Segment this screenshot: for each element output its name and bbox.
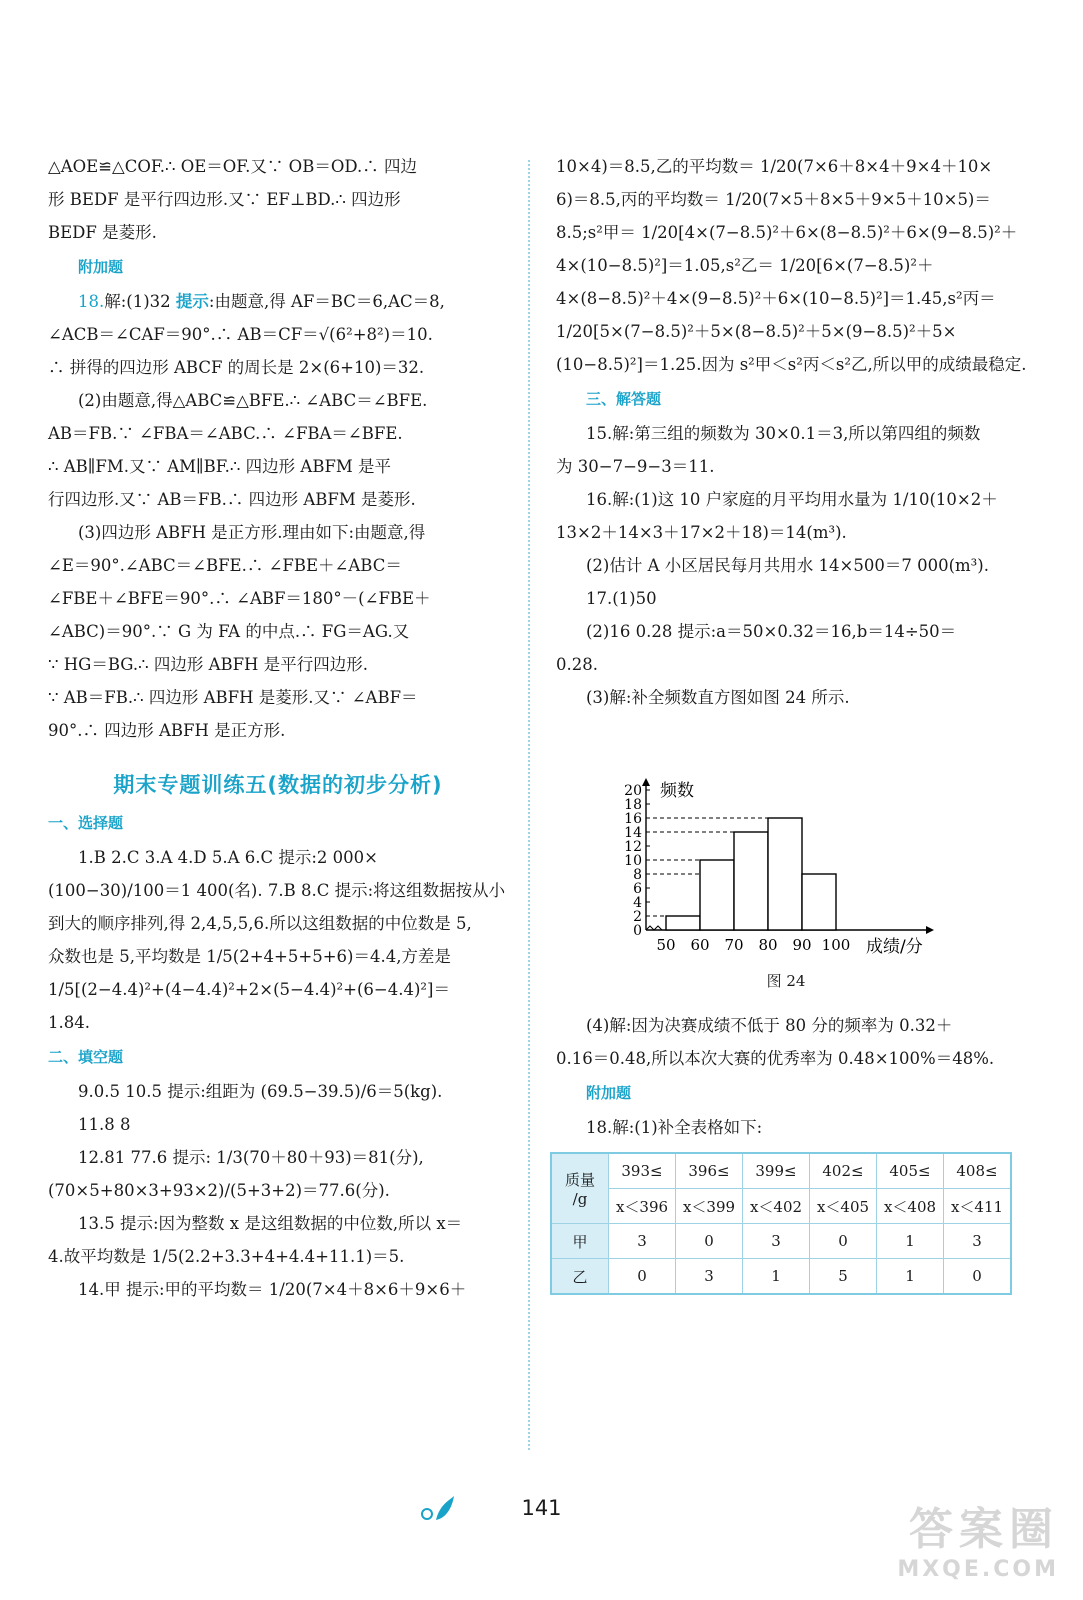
histogram-bar: [802, 874, 836, 930]
text-line: 4.故平均数是 1/5(2.2+3.3+4+4.4+11.1)＝5.: [48, 1247, 405, 1266]
text-line: ∠ACB＝∠CAF＝90°.∴ AB＝CF＝√(6²+8²)＝10.: [48, 325, 433, 344]
left-column: [48, 150, 508, 1306]
text-line: 形 BEDF 是平行四边形.又∵ EF⊥BD.∴ 四边形: [48, 190, 401, 209]
table-cell: x＜408: [877, 1189, 944, 1224]
x-axis-label: 成绩/分: [866, 937, 923, 957]
y-tick-label: 10: [624, 853, 642, 869]
histogram-figure: [556, 714, 1016, 974]
table-cell: 0: [810, 1224, 877, 1259]
text-line: 13.5 提示:因为整数 x 是这组数据的中位数,所以 x＝: [78, 1214, 463, 1233]
right-column: [556, 150, 1027, 1295]
x-axis-arrow: [926, 926, 934, 934]
table-header-label: 质量: [564, 1171, 595, 1189]
table-cell: x＜399: [676, 1189, 743, 1224]
y-axis-arrow: [642, 778, 650, 786]
y-tick-label: 2: [633, 909, 642, 925]
text-line: 12.81 77.6 提示: 1/3(70＋80＋93)＝81(分),: [78, 1148, 424, 1167]
table-cell: 0: [944, 1259, 1012, 1295]
watermark: [897, 1493, 1059, 1582]
text-line: (2)由题意,得△ABC≌△BFE.∴ ∠ABC＝∠BFE.: [78, 391, 428, 410]
y-tick-label: 16: [624, 811, 642, 827]
text-line: 4×(10−8.5)²]＝1.05,s²乙＝ 1/20[6×(7−8.5)²＋: [556, 256, 934, 275]
y-tick-label: 20: [624, 783, 642, 799]
text-line: BEDF 是菱形.: [48, 223, 157, 242]
text-line: 8.5;s²甲＝ 1/20[4×(7−8.5)²＋6×(8−8.5)²＋6×(9−8.5)²＋: [556, 223, 1018, 242]
table-cell: 1: [877, 1259, 944, 1295]
table-cell: 402≤: [810, 1153, 877, 1189]
row-label: 乙: [551, 1259, 609, 1295]
table-cell: x＜411: [944, 1189, 1012, 1224]
table-cell: 3: [944, 1224, 1012, 1259]
section-title: 期末专题训练五(数据的初步分析): [113, 773, 443, 797]
histogram-bar: [734, 832, 768, 930]
table-cell: 3: [609, 1224, 676, 1259]
text-line: 0.16＝0.48,所以本次大赛的优秀率为 0.48×100%＝48%.: [556, 1049, 995, 1068]
table-row: [551, 1259, 1011, 1295]
text-line: 10×4)＝8.5,乙的平均数＝ 1/20(7×6＋8×4＋9×4＋10×: [556, 157, 993, 176]
text-line: 15.解:第三组的频数为 30×0.1＝3,所以第四组的频数: [586, 424, 981, 443]
table-cell: 0: [676, 1224, 743, 1259]
y-tick-label: 4: [633, 895, 642, 911]
histogram-bar: [768, 818, 802, 930]
text-line: ∠E＝90°.∠ABC＝∠BFE.∴ ∠FBE＋∠ABC＝: [48, 556, 402, 575]
table-cell: 3: [743, 1224, 810, 1259]
table-cell: 399≤: [743, 1153, 810, 1189]
text-line: 1.B 2.C 3.A 4.D 5.A 6.C 提示:2 000×: [78, 848, 378, 867]
watermark-text: 答案圈: [909, 1504, 1059, 1555]
text-line: 1/20[5×(7−8.5)²＋5×(8−8.5)²＋5×(9−8.5)²＋5×: [556, 322, 957, 341]
table-cell: 0: [609, 1259, 676, 1295]
histogram-bar: [666, 916, 700, 930]
text-line: 1.84.: [48, 1013, 90, 1032]
page-number: 141: [521, 1496, 562, 1520]
table-header-cell: [551, 1153, 609, 1224]
table-cell: 396≤: [676, 1153, 743, 1189]
watermark-url: MXQE.COM: [897, 1557, 1059, 1582]
text-line: 1/5[(2−4.4)²+(4−4.4)²+2×(5−4.4)²+(6−4.4)²]＝: [48, 980, 450, 999]
y-axis-label: 频数: [660, 781, 694, 801]
table-row: [551, 1189, 1011, 1224]
text-line: (2)16 0.28 提示:a＝50×0.32＝16,b＝14÷50＝: [586, 622, 957, 641]
text-line: 90°.∴ 四边形 ABFH 是正方形.: [48, 721, 286, 740]
histogram-chart: [556, 714, 1016, 964]
text-line: (10−8.5)²]＝1.25.因为 s²甲＜s²丙＜s²乙,所以甲的成绩最稳定.: [556, 355, 1027, 374]
text-line: 17.(1)50: [586, 589, 657, 608]
extra-heading: 附加题: [78, 258, 124, 276]
table-cell: 1: [877, 1224, 944, 1259]
text-line: 行四边形.又∵ AB＝FB.∴ 四边形 ABFM 是菱形.: [48, 490, 416, 509]
y-tick-label: 12: [624, 839, 642, 855]
table-header-unit: /g: [572, 1190, 588, 1208]
table-cell: 408≤: [944, 1153, 1012, 1189]
column-divider: [528, 160, 530, 1450]
mass-table: [550, 1152, 1012, 1295]
hint-label: 提示: [175, 292, 209, 311]
text-line: 6)＝8.5,丙的平均数＝ 1/20(7×5＋8×5＋9×5＋10×5)＝: [556, 190, 991, 209]
text-line: ∵ HG＝BG.∴ 四边形 ABFH 是平行四边形.: [48, 655, 368, 674]
table-cell: x＜396: [609, 1189, 676, 1224]
y-tick-label: 6: [633, 881, 642, 897]
x-tick-label: 60: [690, 936, 710, 954]
text-line: ∴ 拼得的四边形 ABCF 的周长是 2×(6+10)＝32.: [48, 358, 425, 377]
text-line: (70×5+80×3+93×2)/(5+3+2)＝77.6(分).: [48, 1181, 390, 1200]
text-line: 众数也是 5,平均数是 1/5(2+4+5+5+6)＝4.4,方差是: [48, 947, 451, 966]
text-line: 18.解:(1)补全表格如下:: [586, 1118, 763, 1137]
text-line: 14.甲 提示:甲的平均数＝ 1/20(7×4＋8×6＋9×6＋: [78, 1280, 467, 1299]
text: :由题意,得 AF＝BC＝6,AC＝8,: [208, 292, 445, 311]
table-row: [551, 1224, 1011, 1259]
text-line: 到大的顺序排列,得 2,4,5,5,6.所以这组数据的中位数是 5,: [48, 914, 472, 933]
x-tick-label: 70: [724, 936, 744, 954]
table-cell: 3: [676, 1259, 743, 1295]
text-line: ∴ AB∥FM.又∵ AM∥BF.∴ 四边形 ABFM 是平: [48, 457, 392, 476]
text-line: (4)解:因为决赛成绩不低于 80 分的频率为 0.32＋: [586, 1016, 953, 1035]
table-cell: 5: [810, 1259, 877, 1295]
text-line: ∠ABC)＝90°.∵ G 为 FA 的中点.∴ FG＝AG.又: [48, 622, 410, 641]
x-tick-label: 80: [758, 936, 778, 954]
y-tick-label: 14: [624, 825, 642, 841]
text-line: 16.解:(1)这 10 户家庭的月平均用水量为 1/10(10×2＋: [586, 490, 998, 509]
y-tick-label: 0: [633, 923, 642, 939]
fill-heading: 二、填空题: [48, 1048, 124, 1066]
x-tick-label: 50: [656, 936, 676, 954]
y-tick-label: 8: [633, 867, 642, 883]
text-line: AB＝FB.∵ ∠FBA＝∠ABC.∴ ∠FBA＝∠BFE.: [48, 424, 403, 443]
table-cell: 405≤: [877, 1153, 944, 1189]
y-tick-label: 18: [624, 797, 642, 813]
text-line: (3)四边形 ABFH 是正方形.理由如下:由题意,得: [78, 523, 426, 542]
text-line: (100−30)/100＝1 400(名). 7.B 8.C 提示:将这组数据按从小: [48, 881, 506, 900]
choice-heading: 一、选择题: [48, 814, 124, 832]
text-line: 9.0.5 10.5 提示:组距为 (69.5−39.5)/6＝5(kg).: [78, 1082, 443, 1101]
question-number: 18.: [78, 292, 105, 311]
table-row: [551, 1153, 1011, 1189]
text-line: 13×2＋14×3＋17×2＋18)＝14(m³).: [556, 523, 847, 542]
table-cell: x＜402: [743, 1189, 810, 1224]
x-tick-label: 100: [821, 936, 851, 954]
text-line: (3)解:补全频数直方图如图 24 所示.: [586, 688, 850, 707]
figure-caption: 图 24: [766, 972, 806, 990]
text-line: ∵ AB＝FB.∴ 四边形 ABFH 是菱形.又∵ ∠ABF＝: [48, 688, 418, 707]
table-cell: x＜405: [810, 1189, 877, 1224]
x-tick-label: 90: [792, 936, 812, 954]
text-line: (2)估计 A 小区居民每月共用水 14×500＝7 000(m³).: [586, 556, 989, 575]
text-line: 4×(8−8.5)²＋4×(9−8.5)²＋6×(10−8.5)²]＝1.45,s²丙＝: [556, 289, 996, 308]
histogram-bar: [700, 860, 734, 930]
text-line: ∠FBE＋∠BFE＝90°.∴ ∠ABF＝180°－(∠FBE＋: [48, 589, 431, 608]
text-line: 为 30−7−9−3＝11.: [556, 457, 715, 476]
table-cell: 393≤: [609, 1153, 676, 1189]
extra-heading: 附加题: [586, 1084, 632, 1102]
text-line: 11.8 8: [78, 1115, 131, 1134]
q18-first-line: [48, 285, 508, 318]
text-line: 0.28.: [556, 655, 598, 674]
row-label: 甲: [551, 1224, 609, 1259]
table-cell: 1: [743, 1259, 810, 1295]
answer-heading: 三、解答题: [586, 390, 662, 408]
text: 解:(1)32: [104, 292, 176, 311]
text-line: △AOE≌△COF.∴ OE＝OF.又∵ OB＝OD.∴ 四边: [48, 157, 417, 176]
